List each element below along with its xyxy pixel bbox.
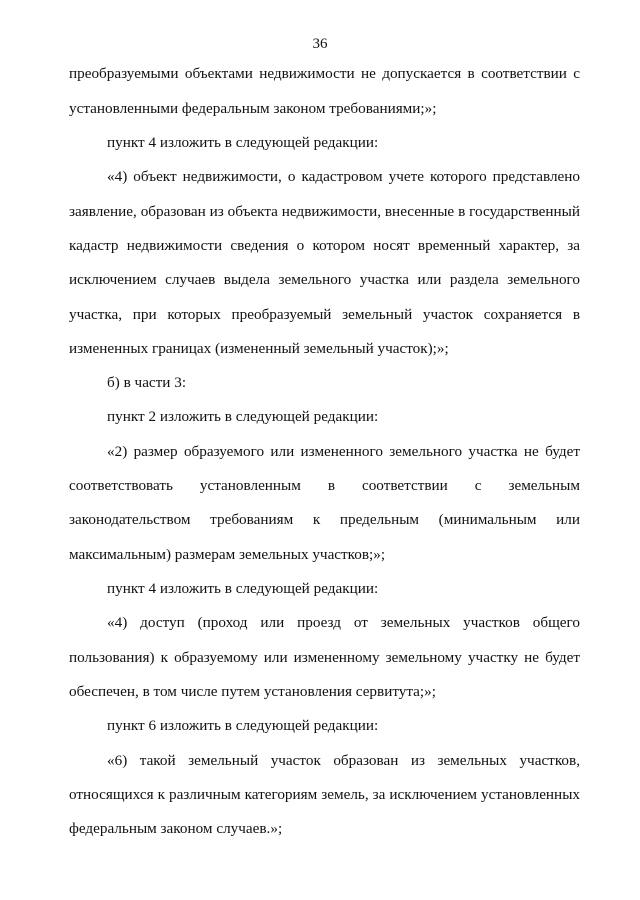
text-line: участка, при которых преобразуемый земельный участок сохраняется в: [69, 306, 580, 323]
text-line: пользования) к образуемому или измененному земельному участку не будет: [69, 649, 580, 666]
text-line: федеральным законом случаев.»;: [69, 820, 283, 837]
text-line: «2) размер образуемого или измененного земельного участка не будет: [107, 443, 580, 460]
text-line: «6) такой земельный участок образован из земельных участков,: [107, 752, 580, 769]
text-line: установленными федеральным законом требованиями;»;: [69, 100, 437, 117]
text-line: кадастр недвижимости сведения о котором носят временный характер, за: [69, 237, 580, 254]
text-line: заявление, образован из объекта недвижимости, внесенные в государственный: [69, 203, 580, 220]
text-line: «4) доступ (проход или проезд от земельных участков общего: [107, 614, 580, 631]
text-line: законодательством требованиям к предельным (минимальным или: [69, 511, 580, 528]
text-line: б) в части 3:: [107, 374, 187, 391]
text-line: пункт 4 изложить в следующей редакции:: [107, 580, 379, 597]
text-line: максимальным) размерам земельных участков;»;: [69, 546, 386, 563]
page-number: 36: [312, 36, 328, 52]
text-line: пункт 2 изложить в следующей редакции:: [107, 408, 379, 425]
text-line: исключением случаев выдела земельного участка или раздела земельного: [69, 271, 580, 288]
text-line: преобразуемыми объектами недвижимости не допускается в соответствии с: [69, 65, 580, 82]
text-line: относящихся к различным категориям земель, за исключением установленных: [69, 786, 580, 803]
text-line: соответствовать установленным в соответствии с земельным: [69, 477, 580, 494]
text-line: пункт 4 изложить в следующей редакции:: [107, 134, 379, 151]
text-line: пункт 6 изложить в следующей редакции:: [107, 717, 379, 734]
text-line: «4) объект недвижимости, о кадастровом учете которого представлено: [107, 168, 580, 185]
text-line: измененных границах (измененный земельный участок);»;: [69, 340, 449, 357]
text-line: обеспечен, в том числе путем установления сервитута;»;: [69, 683, 436, 700]
